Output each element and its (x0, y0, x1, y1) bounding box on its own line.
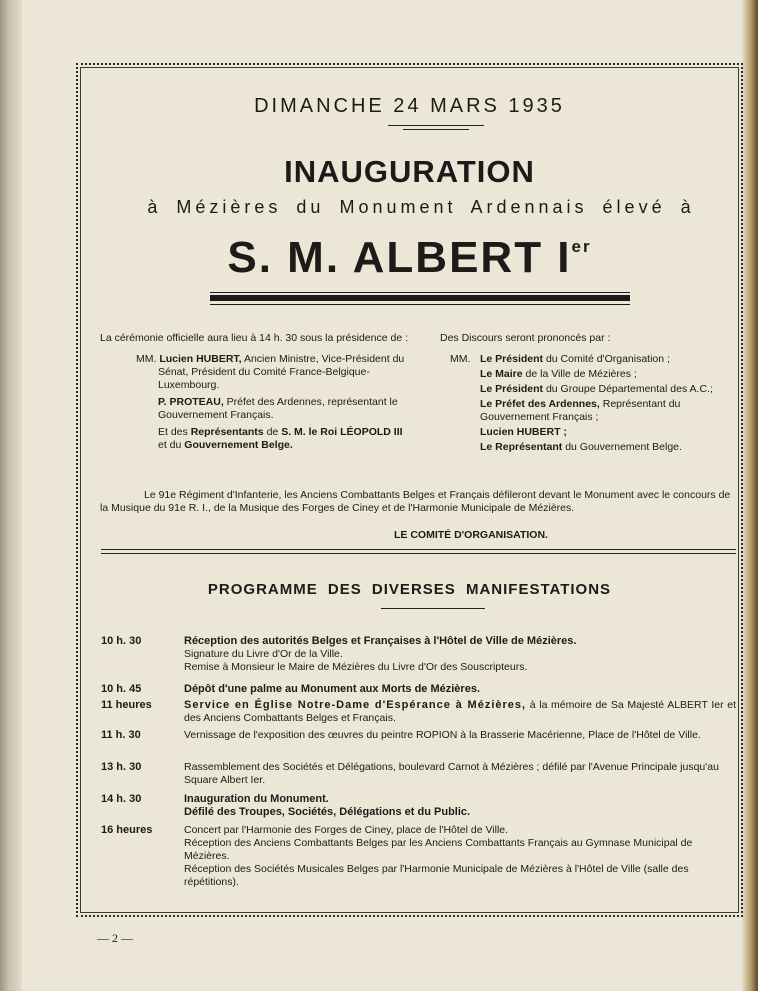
page-edge-left (0, 0, 22, 991)
entry-time: 16 heures (101, 824, 153, 836)
page-frame (76, 63, 743, 917)
entry-title: Service en Église Notre-Dame d'Espérance à Mézières, (184, 699, 527, 711)
date-rule (388, 125, 484, 126)
reps-text-a: Et des (158, 426, 188, 438)
speeches-intro: Des Discours seront prononcés par : (440, 332, 611, 344)
reps-text-d: S. M. le Roi LÉOPOLD III (281, 426, 403, 438)
programme-rule (381, 608, 485, 609)
speeches-mm: MM. (450, 353, 471, 365)
mm-label: MM. (136, 353, 157, 365)
proteau-name: P. PROTEAU, (158, 396, 224, 408)
parade-paragraph: Le 91e Régiment d'Infanterie, les Anciens Combattants Belges et Français défileront devant le Monument avec le concours de la Musique du 91e R. I., de la Musique des Forges de Ciney et de l'Harmonie Municipale de Mézières. (100, 489, 731, 514)
king-name-text: S. M. ALBERT I (227, 233, 572, 282)
speech-item-name: Le Président (480, 353, 544, 365)
programme-entry (184, 683, 736, 696)
programme-entry (184, 793, 736, 819)
reps-text-b: Représentants (190, 426, 264, 438)
page-number: — 2 — (97, 931, 133, 945)
entry-title: Dépôt d'une palme au Monument aux Morts de Mézières. (184, 683, 480, 695)
speech-item-rest: du Gouvernement Belge. (565, 441, 682, 453)
speech-item-name: Le Maire (480, 368, 523, 380)
programme-title: PROGRAMME DES DIVERSES MANIFESTATIONS (207, 581, 612, 598)
title-rule-top (210, 292, 630, 293)
speech-item (480, 368, 738, 381)
programme-entry (184, 699, 736, 725)
committee-signature: LE COMITÉ D'ORGANISATION. (394, 529, 548, 541)
proteau-desc: Préfet des Ardennes, représentant le Gouvernement Français. (158, 396, 398, 421)
ceremony-block (100, 332, 408, 452)
speech-item (480, 426, 738, 439)
entry-time: 11 h. 30 (101, 729, 141, 741)
speech-item-rest: du Groupe Départemental des A.C.; (545, 383, 713, 395)
section-divider (101, 549, 736, 554)
entry-line: Signature du Livre d'Or de la Ville. (184, 648, 343, 660)
ceremony-proteau (100, 396, 408, 422)
event-date: DIMANCHE 24 MARS 1935 (254, 95, 565, 117)
entry-time: 10 h. 30 (101, 635, 142, 647)
speech-item (480, 398, 738, 424)
entry-title: Réception des autorités Belges et Françaises à l'Hôtel de Ville de Mézières. (184, 635, 577, 647)
ceremony-hubert (100, 353, 408, 392)
entry-title: Inauguration du Monument. (184, 793, 329, 805)
reps-text-f: Gouvernement Belge. (184, 439, 293, 451)
title-rule-heavy (210, 295, 630, 301)
hubert-desc: Ancien Ministre, Vice-Président du Sénat, Président du Comité France-Belgique-Luxembourg. (158, 353, 405, 391)
title-rule-bottom (210, 304, 630, 305)
king-name (78, 233, 741, 283)
king-suffix: er (571, 237, 592, 256)
speeches-block (440, 332, 738, 456)
speech-item (480, 383, 738, 396)
speech-item-rest: du Comité d'Organisation ; (545, 353, 670, 365)
entry-time: 10 h. 45 (101, 683, 142, 695)
reps-text-e: et du (158, 439, 182, 451)
programme-entry (184, 761, 736, 787)
ceremony-intro: La cérémonie officielle aura lieu à 14 h. 30 sous la présidence de : (100, 332, 409, 344)
subtitle: à Mézières du Monument Ardennais élevé à (147, 197, 695, 217)
entry-line: à la mémoire de Sa Majesté ALBERT Ier et des Anciens Combattants Belges et Français. (184, 699, 736, 724)
entry-time: 14 h. 30 (101, 793, 142, 805)
speech-item-rest: de la Ville de Mézières ; (525, 368, 637, 380)
speech-item (480, 441, 738, 454)
entry-line: Réception des Sociétés Musicales Belges par l'Harmonie Municipale de Mézières à l'Hôtel de Ville (salle des répétitions). (184, 863, 689, 888)
hubert-name: Lucien HUBERT, (159, 353, 242, 365)
entry-time: 11 heures (101, 699, 152, 711)
speech-item-name: Le Représentant (480, 441, 563, 453)
speeches-list (440, 353, 738, 454)
reps-text-c: de (266, 426, 279, 438)
entry-line: Remise à Monsieur le Maire de Mézières du Livre d'Or des Souscripteurs. (184, 661, 528, 673)
speech-item-name: Le Président (480, 383, 544, 395)
main-title: INAUGURATION (284, 154, 535, 189)
programme-entry (184, 635, 736, 674)
ceremony-representatives (100, 426, 408, 452)
speech-item (480, 353, 738, 366)
speech-item-name: Lucien HUBERT ; (480, 426, 567, 438)
entry-line: Rassemblement des Sociétés et Délégations, boulevard Carnot à Mézières ; défilé par l'Avenue Principale jusqu'au Square Albert Ier. (184, 761, 719, 786)
speech-item-rest: Représentant du Gouvernement Français ; (480, 398, 681, 423)
entry-line: Réception des Anciens Combattants Belges par les Anciens Combattants Français au Gymnase Municipal de Mézières. (184, 837, 693, 862)
entry-time: 13 h. 30 (101, 761, 142, 773)
page-edge-right (742, 0, 758, 991)
entry-line: Vernissage de l'exposition des œuvres du peintre ROPION à la Brasserie Macérienne, Place de l'Hôtel de Ville. (184, 729, 701, 741)
speech-item-name: Le Préfet des Ardennes, (480, 398, 600, 410)
programme-entry (184, 824, 736, 889)
entry-title: Défilé des Troupes, Sociétés, Délégations et du Public. (184, 806, 471, 818)
entry-line: Concert par l'Harmonie des Forges de Ciney, place de l'Hôtel de Ville. (184, 824, 509, 836)
programme-entry (184, 729, 736, 742)
date-rule-short (403, 129, 469, 130)
